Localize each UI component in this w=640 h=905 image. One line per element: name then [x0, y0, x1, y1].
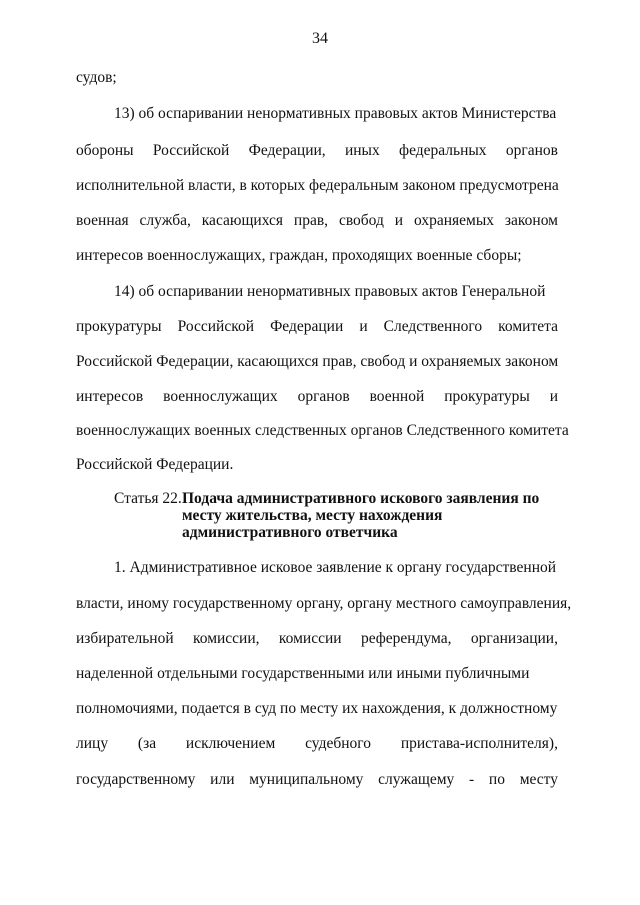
word: (за: [137, 735, 157, 752]
word: и: [359, 318, 368, 335]
word: и: [549, 388, 558, 405]
word: и: [394, 212, 404, 229]
item-13-line-5: интересов военнослужащих, граждан, проходящих военные сборы;: [76, 247, 522, 264]
text-line-sudov: судов;: [76, 69, 117, 86]
article-title-line-1: Подача административного искового заявления по: [182, 490, 540, 507]
word: исключением: [185, 735, 276, 752]
word: комиссии: [278, 630, 342, 647]
para-1-line-3: [76, 629, 558, 649]
item-14-line-6: Российской Федерации.: [76, 456, 234, 473]
word: касающихся: [201, 212, 284, 229]
para-1-line-1: 1. Административное исковое заявление к органу государственной: [114, 559, 557, 576]
word: охраняемых: [413, 212, 495, 229]
word: служащему: [378, 771, 455, 788]
word: комитета: [498, 318, 558, 335]
word: государственному: [76, 771, 196, 788]
word: Российской: [152, 142, 230, 159]
para-1-line-6: [76, 734, 558, 754]
word: Следственного: [383, 318, 483, 335]
article-title-line-2: месту жительства, месту нахождения: [182, 507, 443, 524]
word: Федерации: [270, 318, 344, 335]
item-14-line-3: Российской Федерации, касающихся прав, свобод и охраняемых законом: [76, 353, 559, 370]
item-13-line-4: [76, 211, 558, 231]
word: прокуратуры: [76, 318, 162, 335]
item-13-line-3: исполнительной власти, в которых федеральным законом предусмотрена: [76, 177, 559, 194]
para-1-line-2: власти, иному государственному органу, органу местного самоуправления,: [76, 595, 572, 612]
item-14-line-4: [76, 387, 558, 407]
word: иных: [344, 142, 380, 159]
article-title-line-3: административного ответчика: [182, 524, 398, 541]
article-label: Статья 22.: [114, 490, 182, 507]
word: интересов: [76, 388, 144, 405]
word: военнослужащих: [163, 388, 278, 405]
word: Федерации,: [248, 142, 326, 159]
word: Российской: [177, 318, 255, 335]
word: по: [488, 771, 505, 788]
para-1-line-4: наделенной отдельными государственными или иными публичными: [76, 665, 530, 682]
word: свобод: [338, 212, 384, 229]
word: судебного: [305, 735, 371, 752]
word: прокуратуры: [444, 388, 530, 405]
word: органов: [297, 388, 350, 405]
item-13-line-2: [76, 141, 558, 161]
item-14-line-5: военнослужащих военных следственных органов Следственного комитета: [76, 422, 569, 439]
word: муниципальному: [249, 771, 364, 788]
word: обороны: [76, 142, 134, 159]
word: служба,: [139, 212, 191, 229]
word: законом: [504, 212, 558, 229]
word: избирательной: [76, 630, 174, 647]
item-14-line-1: 14) об оспаривании ненормативных правовых актов Генеральной: [114, 283, 546, 300]
word: военная: [76, 212, 129, 229]
word: или: [210, 771, 235, 788]
item-13-line-1: 13) об оспаривании ненормативных правовых актов Министерства: [114, 105, 557, 122]
para-1-line-7: [76, 770, 558, 790]
word: прав,: [293, 212, 329, 229]
item-14-line-2: [76, 317, 558, 337]
word: лицу: [76, 735, 109, 752]
word: федеральных: [399, 142, 487, 159]
word: органов: [505, 142, 558, 159]
word: комиссии,: [193, 630, 260, 647]
para-1-line-5: полномочиями, подается в суд по месту их нахождения, к должностному: [76, 700, 558, 717]
word: военной: [369, 388, 425, 405]
word: -: [469, 771, 475, 788]
article-title: [182, 490, 562, 541]
word: организации,: [470, 630, 558, 647]
page-number: 34: [312, 30, 328, 47]
word: пристава-исполнителя),: [400, 735, 558, 752]
word: референдума,: [360, 630, 452, 647]
word: месту: [519, 771, 558, 788]
